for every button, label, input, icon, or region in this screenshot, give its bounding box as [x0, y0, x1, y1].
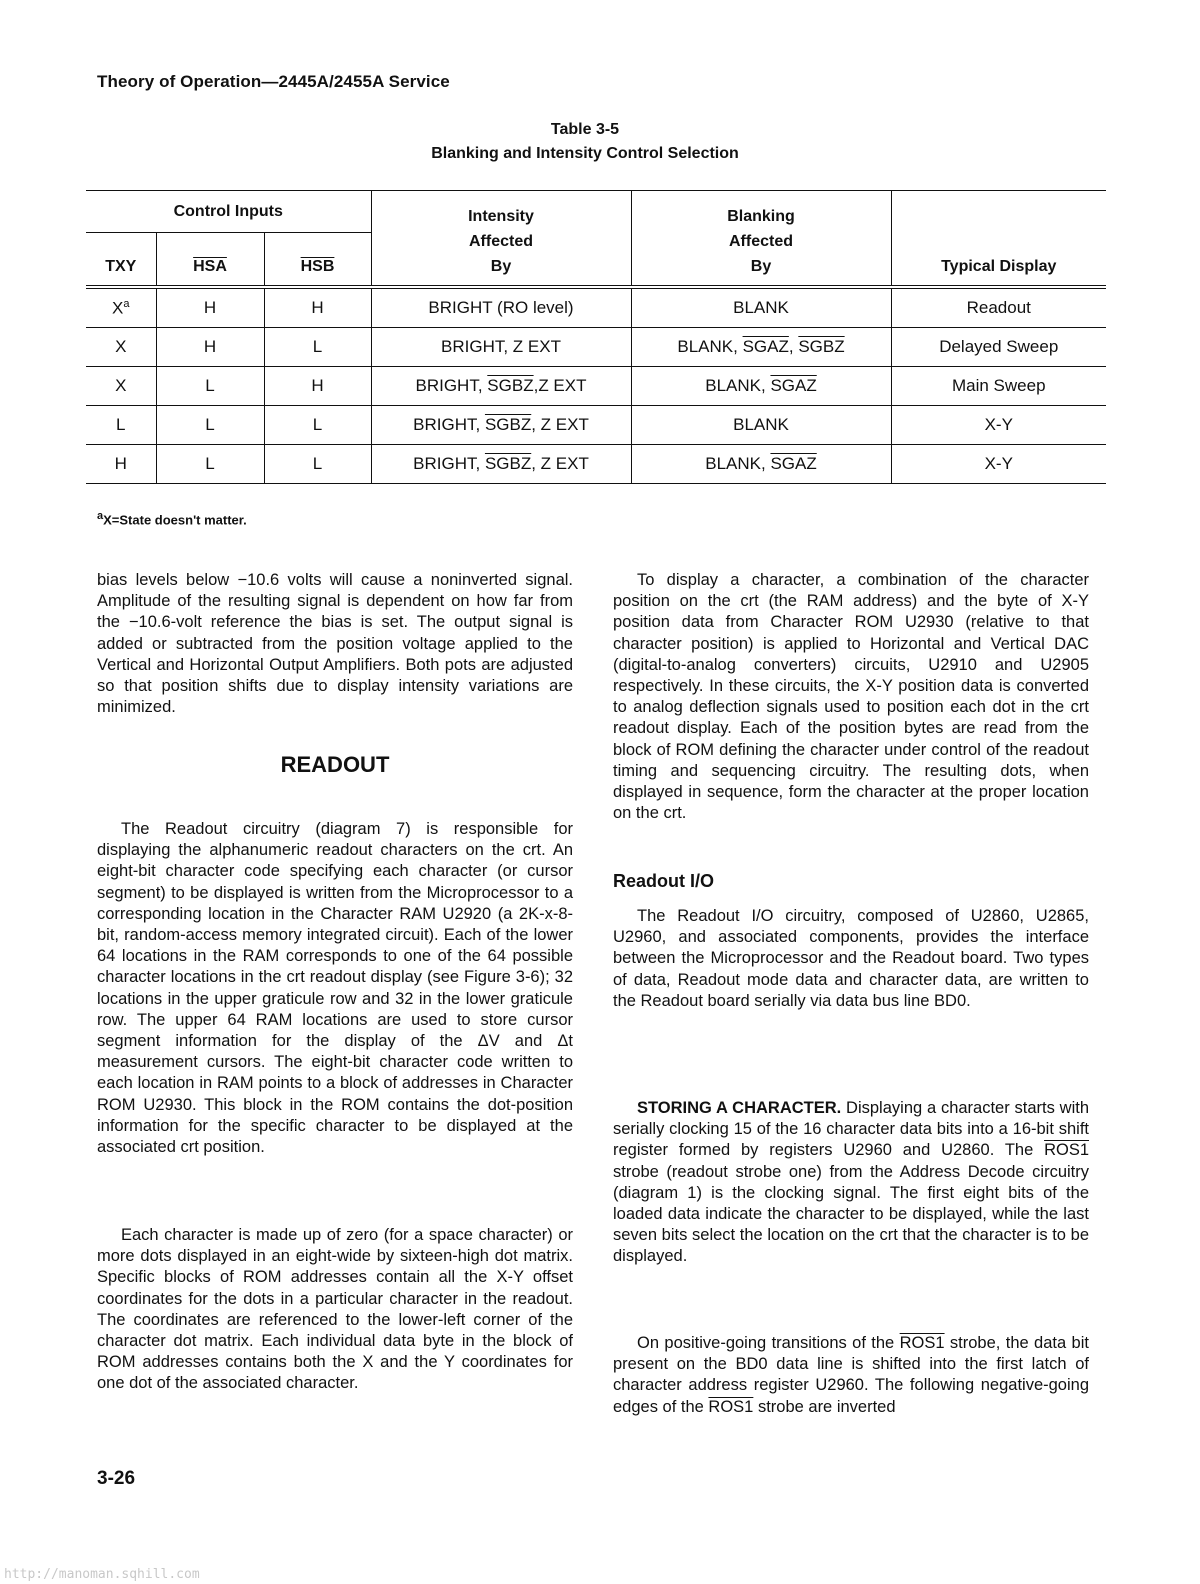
running-header: Theory of Operation—2445A/2455A Service	[97, 72, 450, 91]
left-para-character-matrix: Each character is made up of zero (for a space character) or more dots displayed in an eight-wide by sixteen-high dot matrix. Specific blocks of ROM addresses contain all the X-Y offset coordinates for the dots in a particular character in the readout. The coordinates are referenced to the lower-left corner of the character dot matrix. Each individual data byte in the block of ROM addresses contains both the X and the Y coordinates for one dot of the associated character.	[97, 1226, 573, 1393]
typical-display-cell: X-Y	[891, 445, 1106, 484]
hsa-cell: H	[156, 287, 264, 328]
table-row	[86, 287, 1106, 328]
hsb-cell: H	[264, 287, 371, 328]
blanking-affected-header: Blanking Affected By	[631, 191, 891, 288]
right-para-readout-io: The Readout I/O circuitry, composed of U2860, U2865, U2960, and associated components, provides the interface between the Microprocessor and the Readout board. Two types of data, Readout mode data and character data, are written to the Readout board serially via data bus line BD0.	[613, 907, 1089, 1010]
typical-display-cell: X-Y	[891, 406, 1106, 445]
left-para-readout-circuitry: The Readout circuitry (diagram 7) is responsible for displaying the alphanumeric readout characters on the crt. An eight-bit character code specifying each character (or cursor segment) to be displayed is written from the Microprocessor to a corresponding location in the Character RAM U2920 (a 2K-x-8-bit, random-access memory integrated circuit). Each of the lower 64 locations in the RAM corresponds to one of the 64 possible character locations in the crt readout display (see Figure 3-6); 32 locations in the upper graticule row and 32 in the lower graticule row. The upper 64 RAM locations are used to store cursor segment information for the display of the ΔV and Δt measurement cursors. The eight-bit character code written to each location in RAM points to a block of addresses in Character ROM U2930. This block in the ROM contains the dot-position information for the specific character to be displayed at the associated crt position.	[97, 820, 573, 1157]
intensity-cell: BRIGHT, SGBZ,Z EXT	[371, 367, 631, 406]
intensity-cell: BRIGHT, SGBZ, Z EXT	[371, 406, 631, 445]
hsa-header: $\overline{HSA}$	[156, 233, 264, 288]
hsa-cell: L	[156, 445, 264, 484]
blanking-intensity-table	[86, 190, 1106, 484]
hsb-cell: L	[264, 406, 371, 445]
typical-display-header: Typical Display	[891, 191, 1106, 288]
hsb-cell: H	[264, 367, 371, 406]
table-number: Table 3-5	[550, 121, 620, 138]
right-para-storing-character: STORING A CHARACTER. Displaying a character starts with serially clocking 15 of the 16 character data bits into a 16-bit shift register formed by registers U2960 and U2860. The ROS1 strobe (readout strobe one) from the Address Decode circuitry (diagram 1) is the clocking signal. The first eight bits of the loaded data indicate the character to be displayed, while the last seven bits select the location on the crt that the character is to be displayed.	[613, 1099, 1089, 1266]
table-row	[86, 445, 1106, 484]
typical-display-cell: Readout	[891, 287, 1106, 328]
right-para-display-character: To display a character, a combination of the character position on the crt (the RAM address) and the byte of X-Y position data from Character ROM U2930 (relative to that character position) is applied to Horizontal and Vertical DAC (digital-to-analog converters) circuits, U2910 and U2905 respectively. In these circuits, the X-Y position data is converted to analog deflection signals used to position each dot in the crt readout display. Each of the position bytes are read from the block of ROM defining the character under control of the readout timing and sequencing circuitry. The resulting dots, when displayed in sequence, form the character at the proper location on the crt.	[613, 571, 1089, 823]
left-para-bias: bias levels below −10.6 volts will cause a noninverted signal. Amplitude of the resulting signal is dependent on how far from the −10.6-volt reference the bias is set. The output signal is added or subtracted from the position voltage applied to the Vertical and Horizontal Output Amplifiers. Both pots are adjusted so that position shifts due to display intensity variations are minimized.	[97, 571, 573, 717]
right-para-positive-transitions: On positive-going transitions of the ROS1 strobe, the data bit present on the BD0 data line is shifted into the first latch of character address register U2960. The following negative-going edges of the ROS1 strobe are inverted	[613, 1334, 1089, 1416]
intensity-affected-header: Intensity Affected By	[371, 191, 631, 288]
table-caption	[300, 118, 870, 166]
subheading-readout-io: Readout I/O	[613, 871, 715, 891]
typical-display-cell: Delayed Sweep	[891, 328, 1106, 367]
hsb-header: $\overline{HSB}$	[264, 233, 371, 288]
table-title: Blanking and Intensity Control Selection	[431, 145, 739, 162]
control-inputs-header: Control Inputs	[86, 191, 371, 233]
txy-cell: X	[86, 367, 156, 406]
hsb-cell: L	[264, 328, 371, 367]
blanking-cell: BLANK, SGAZ	[631, 367, 891, 406]
page-number: 3-26	[97, 1468, 136, 1489]
txy-cell: X	[86, 328, 156, 367]
intensity-cell: BRIGHT (RO level)	[371, 287, 631, 328]
blanking-cell: BLANK, SGAZ	[631, 445, 891, 484]
blanking-cell: BLANK	[631, 406, 891, 445]
txy-header: TXY	[86, 233, 156, 288]
blanking-cell: BLANK, SGAZ, SGBZ	[631, 328, 891, 367]
source-watermark: http://manoman.sqhill.com	[4, 1567, 200, 1582]
table-row	[86, 406, 1106, 445]
intensity-cell: BRIGHT, Z EXT	[371, 328, 631, 367]
txy-cell: L	[86, 406, 156, 445]
blanking-cell: BLANK	[631, 287, 891, 328]
section-heading-readout: READOUT	[280, 752, 390, 777]
intensity-cell: BRIGHT, SGBZ, Z EXT	[371, 445, 631, 484]
hsa-cell: L	[156, 367, 264, 406]
typical-display-cell: Main Sweep	[891, 367, 1106, 406]
txy-cell: $X^a$	[86, 287, 156, 328]
txy-cell: H	[86, 445, 156, 484]
hsa-cell: H	[156, 328, 264, 367]
table-row	[86, 367, 1106, 406]
table-footnote: $^a$X=State doesn't matter.	[97, 510, 247, 528]
hsb-cell: L	[264, 445, 371, 484]
table-row	[86, 328, 1106, 367]
hsa-cell: L	[156, 406, 264, 445]
